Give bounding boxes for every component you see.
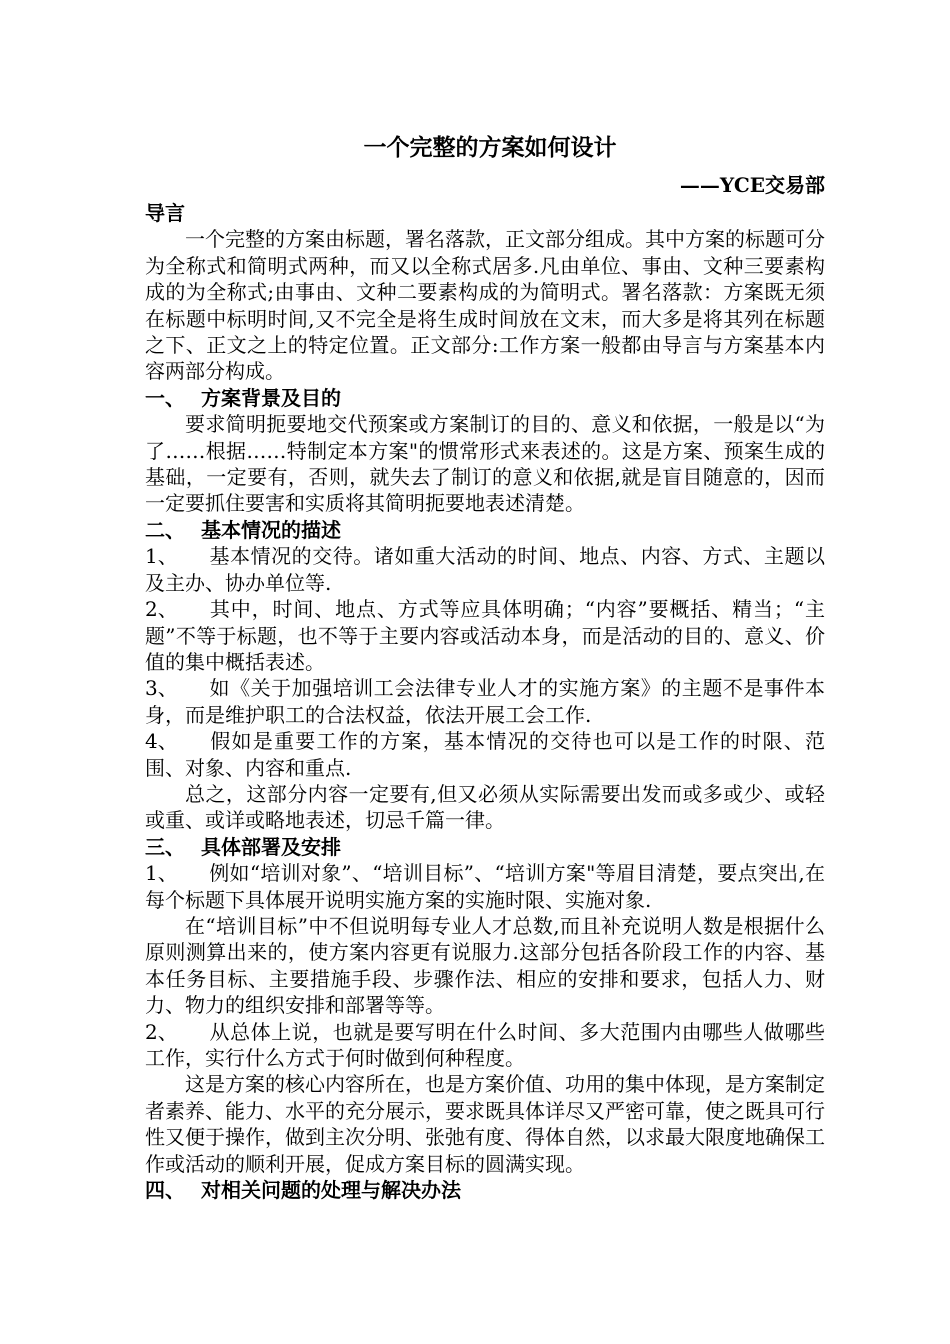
section-4-title: 对相关问题的处理与解决办法 bbox=[201, 1178, 461, 1203]
section-2-title: 基本情况的描述 bbox=[201, 517, 341, 542]
section-2-item-2 bbox=[145, 596, 825, 675]
section-1-heading bbox=[145, 385, 825, 411]
section-3-number: 三、 bbox=[145, 834, 185, 859]
section-4-heading bbox=[145, 1177, 825, 1203]
section-2-item-3 bbox=[145, 675, 825, 728]
section-1-number: 一、 bbox=[145, 385, 185, 410]
item-number: 4、 bbox=[145, 729, 178, 754]
section-3-title: 具体部署及安排 bbox=[201, 834, 341, 859]
section-3-paragraph-1: 在“培训目标”中不但说明每专业人才总数,而且补充说明人数是根据什么原则测算出来的，使方案内容更有说服力.这部分包括各阶段工作的内容、基本任务目标、主要措施手段、步骤作法、相应的安排和要求，包括人力、财力、物力的组织安排和部署等等。 bbox=[145, 913, 825, 1018]
section-3-item-1 bbox=[145, 860, 825, 913]
section-1-paragraph: 要求简明扼要地交代预案或方案制订的目的、意义和依据，一般是以“为了……根据……特制定本方案"的惯常形式来表述的。这是方案、预案生成的基础，一定要有，否则，就失去了制订的意义和依据,就是盲目随意的，因而一定要抓住要害和实质将其简明扼要地表述清楚。 bbox=[145, 412, 825, 516]
document-page bbox=[145, 132, 825, 1203]
item-text: 从总体上说，也就是要写明在什么时间、多大范围内由哪些人做哪些工作，实行什么方式于何时做到何种程度。 bbox=[145, 1019, 825, 1070]
item-text: 基本情况的交待。诸如重大活动的时间、地点、内容、方式、主题以及主办、协办单位等. bbox=[145, 544, 825, 595]
item-text: 其中，时间、地点、方式等应具体明确；“内容”要概括、精当；“主题”不等于标题，也不等于主要内容或活动本身，而是活动的目的、意义、价值的集中概括表述。 bbox=[145, 597, 825, 674]
section-2-item-4 bbox=[145, 728, 825, 781]
section-3-paragraph-2: 这是方案的核心内容所在，也是方案价值、功用的集中体现，是方案制定者素养、能力、水平的充分展示，要求既具体详尽又严密可靠，使之既具可行性又便于操作，做到主次分明、张弛有度、得体自然，以求最大限度地确保工作或活动的顺利开展，促成方案目标的圆满实现。 bbox=[145, 1072, 825, 1176]
document-byline: ——YCE交易部 bbox=[679, 173, 825, 197]
section-1-title: 方案背景及目的 bbox=[201, 385, 341, 410]
section-3-heading bbox=[145, 834, 825, 860]
section-3-item-2 bbox=[145, 1019, 825, 1072]
document-title: 一个完整的方案如何设计 bbox=[363, 134, 617, 161]
item-number: 2、 bbox=[145, 597, 178, 622]
section-2-summary-paragraph: 总之，这部分内容一定要有,但又必须从实际需要出发而或多或少、或轻或重、或详或略地表述，切忌千篇一律。 bbox=[145, 781, 825, 833]
item-number: 1、 bbox=[145, 544, 178, 569]
intro-paragraph: 一个完整的方案由标题，署名落款，正文部分组成。其中方案的标题可分为全称式和简明式两种，而又以全称式居多.凡由单位、事由、文种三要素构成的为全称式;由事由、文种二要素构成的为简明式。署名落款：方案既无须在标题中标明时间,又不完全是将生成时间放在文末，而大多是将其列在标题之下、正文之上的特定位置。正文部分:工作方案一般都由导言与方案基本内容两部分构成。 bbox=[145, 227, 825, 384]
item-text: 假如是重要工作的方案，基本情况的交待也可以是工作的时限、范围、对象、内容和重点. bbox=[145, 729, 825, 780]
section-2-item-1 bbox=[145, 543, 825, 596]
item-text: 例如“培训对象”、“培训目标”、“培训方案"等眉目清楚，要点突出,在每个标题下具体展开说明实施方案的实施时限、实施对象. bbox=[145, 861, 825, 912]
item-text: 如《关于加强培训工会法律专业人才的实施方案》的主题不是事件本身，而是维护职工的合法权益，依法开展工会工作. bbox=[145, 676, 825, 727]
section-4-number: 四、 bbox=[145, 1178, 185, 1203]
intro-heading: 导言 bbox=[145, 201, 185, 225]
section-2-heading bbox=[145, 517, 825, 543]
item-number: 1、 bbox=[145, 861, 178, 886]
item-number: 2、 bbox=[145, 1019, 178, 1044]
item-number: 3、 bbox=[145, 676, 178, 701]
section-2-number: 二、 bbox=[145, 517, 185, 542]
